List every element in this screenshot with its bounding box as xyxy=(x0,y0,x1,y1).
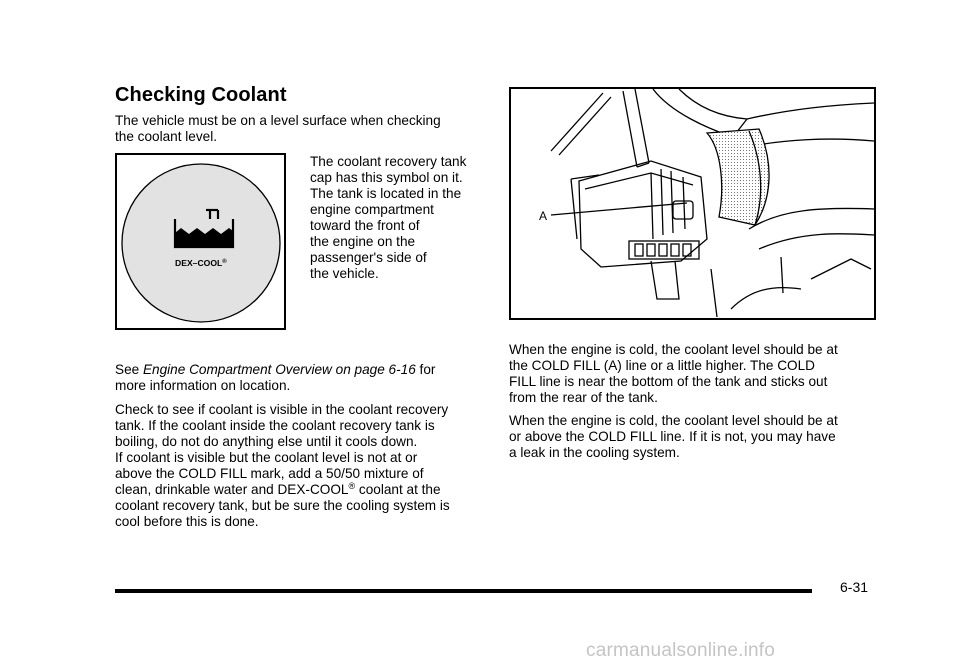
callout-label-a: A xyxy=(539,209,548,223)
caption-line: passenger's side of xyxy=(310,250,427,265)
check-line: cool before this is done. xyxy=(115,514,259,529)
check-line: Check to see if coolant is visible in the coolant recovery xyxy=(115,402,449,417)
engine-compartment-figure xyxy=(509,87,876,320)
registered-mark: ® xyxy=(222,259,227,265)
intro-line: The vehicle must be on a level surface when checking xyxy=(115,113,441,128)
watermark: carmanualsonline.info xyxy=(586,640,776,661)
check-line: If coolant is visible but the coolant level is not at or xyxy=(115,450,418,465)
leak-warning-paragraph xyxy=(509,413,838,461)
check-coolant-paragraph xyxy=(115,402,450,530)
caption-line: cap has this symbol on it. xyxy=(310,170,463,185)
see-prefix: See xyxy=(115,362,143,377)
cold-fill-line: When the engine is cold, the coolant level should be at xyxy=(509,342,838,357)
caption-line: the vehicle. xyxy=(310,266,379,281)
caption-line: The coolant recovery tank xyxy=(310,154,467,169)
see-line: more information on location. xyxy=(115,378,291,393)
see-reference-paragraph xyxy=(115,362,435,394)
caption-line: engine compartment xyxy=(310,202,434,217)
leak-line: or above the COLD FILL line. If it is not, you may have xyxy=(509,429,836,444)
see-suffix: for xyxy=(415,362,436,377)
check-line: above the COLD FILL mark, add a 50/50 mixture of xyxy=(115,466,424,481)
cross-reference-title: Engine Compartment Overview xyxy=(142,362,332,377)
page-number: 6-31 xyxy=(840,579,869,595)
check-line-text: coolant at the xyxy=(355,482,441,497)
cold-fill-line: from the rear of the tank. xyxy=(509,390,658,405)
registered-mark: ® xyxy=(348,481,356,491)
coolant-symbol-illustration xyxy=(117,155,284,328)
dex-cool-symbol-label: DEX–COOL xyxy=(175,258,223,268)
check-line: boiling, do not do anything else until it cools down. xyxy=(115,434,418,449)
check-line: tank. If the coolant inside the coolant recovery tank is xyxy=(115,418,435,433)
engine-compartment-illustration xyxy=(511,89,874,318)
caption-line: The tank is located in the xyxy=(310,186,462,201)
check-line xyxy=(115,482,450,498)
check-line-text: clean, drinkable water and DEX-COOL xyxy=(115,482,349,497)
cold-fill-paragraph xyxy=(509,342,838,406)
leak-line: When the engine is cold, the coolant level should be at xyxy=(509,413,838,428)
footer-rule xyxy=(115,589,812,593)
section-title: Checking Coolant xyxy=(115,84,287,106)
caption-line: toward the front of xyxy=(310,218,420,233)
leak-line: a leak in the cooling system. xyxy=(509,445,680,460)
svg-text:DEX–COOL® xyxy=(175,258,227,268)
intro-paragraph xyxy=(115,113,441,145)
cold-fill-line: the COLD FILL (A) line or a little higher. The COLD xyxy=(509,358,815,373)
symbol-caption xyxy=(310,154,466,282)
cross-reference-link[interactable] xyxy=(143,362,416,377)
cold-fill-line: FILL line is near the bottom of the tank and sticks out xyxy=(509,374,828,389)
caption-line: the engine on the xyxy=(310,234,416,249)
intro-line: the coolant level. xyxy=(115,129,218,144)
cross-reference-page: on page 6-16 xyxy=(331,362,416,377)
coolant-symbol-figure xyxy=(115,153,286,330)
check-line: coolant recovery tank, but be sure the cooling system is xyxy=(115,498,450,513)
engine-line-art xyxy=(551,89,874,317)
